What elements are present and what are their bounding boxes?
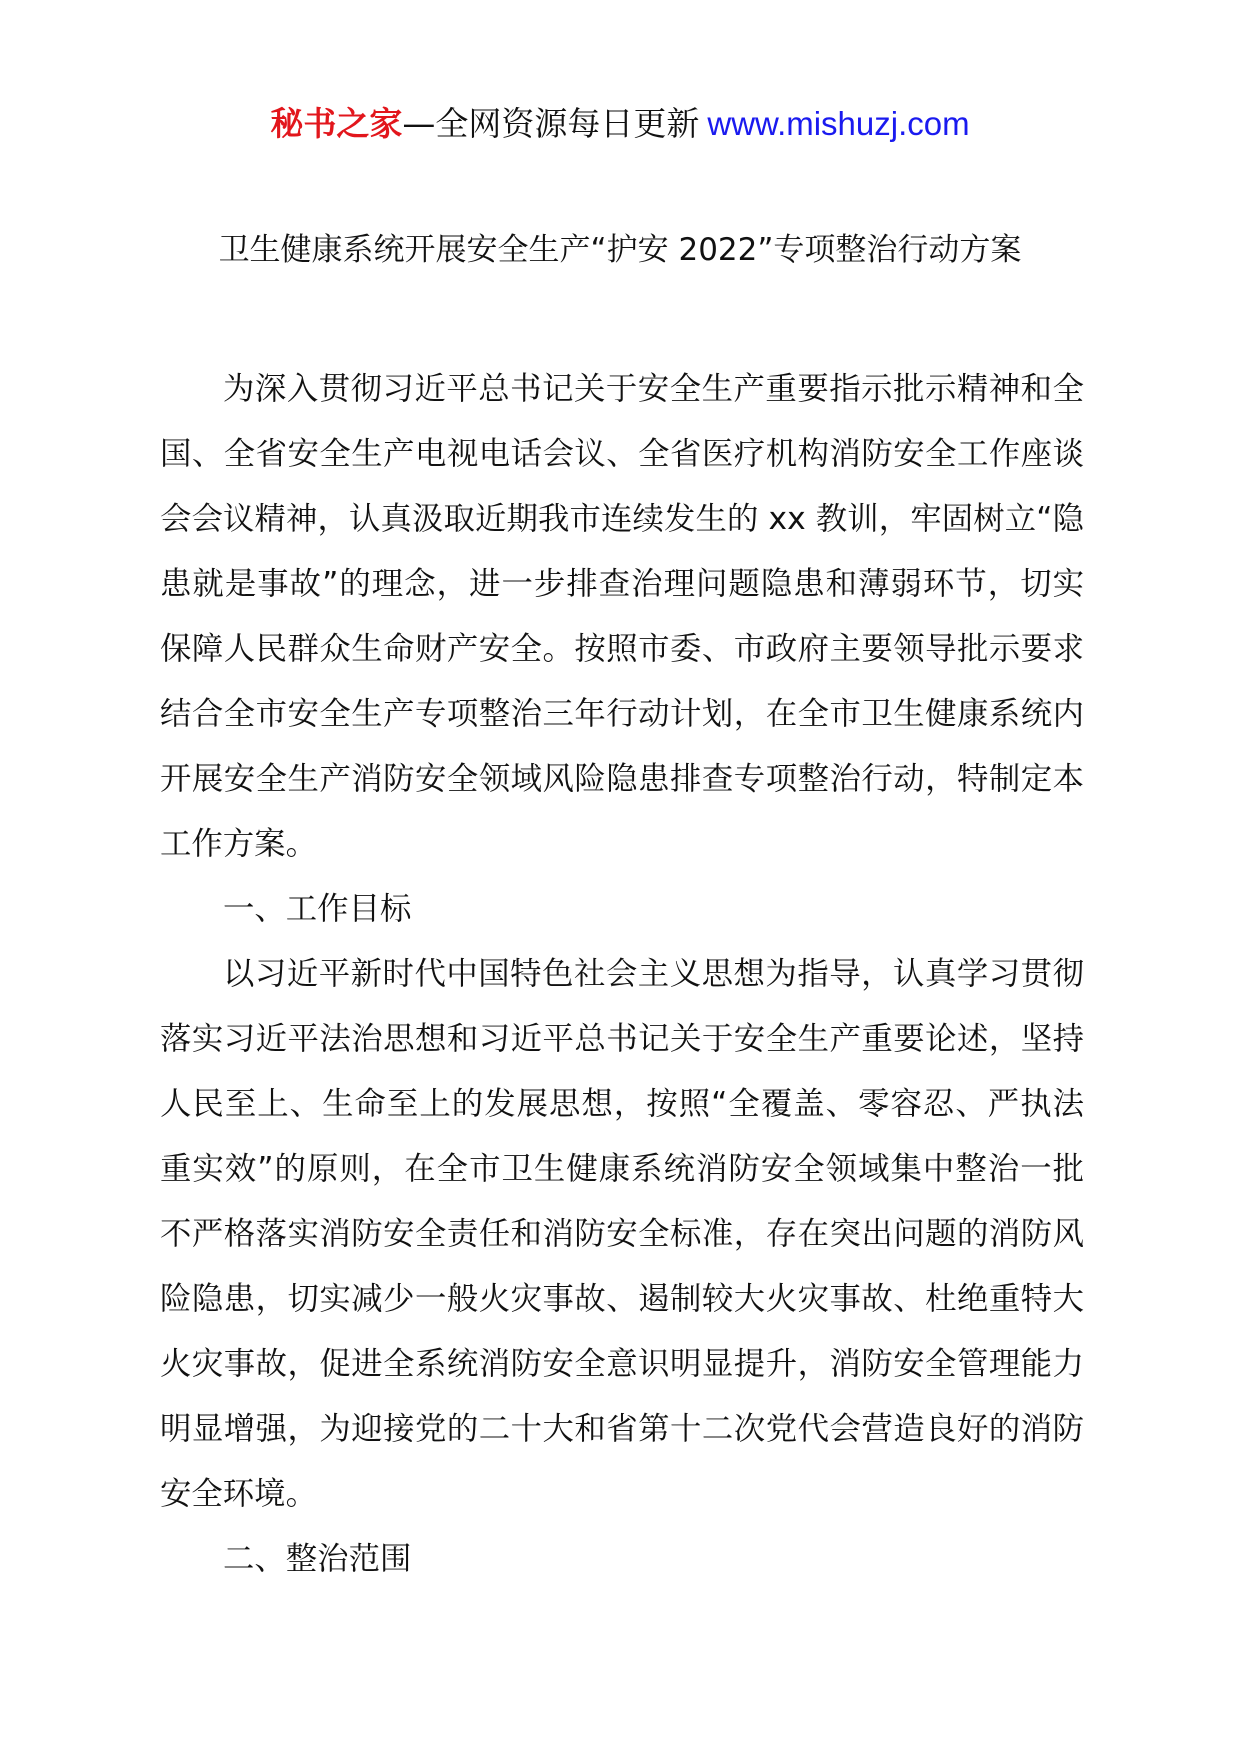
paragraph-line: 险隐患，切实减少一般火灾事故、遏制较大火灾事故、杜绝重特大 <box>160 1281 1084 1317</box>
paragraph-line: 以习近平新时代中国特色社会主义思想为指导，认真学习贯彻 <box>223 956 1084 992</box>
paragraph-line: 人民至上、生命至上的发展思想，按照“全覆盖、零容忍、严执法 <box>160 1086 1084 1122</box>
paragraph-line: 火灾事故，促进全系统消防安全意识明显提升，消防安全管理能力 <box>160 1346 1084 1382</box>
paragraph-line: 结合全市安全生产专项整治三年行动计划，在全市卫生健康系统内 <box>160 696 1084 732</box>
document-body <box>160 357 1084 1592</box>
document-title: 卫生健康系统开展安全生产“护安 2022”专项整治行动方案 <box>218 232 1022 268</box>
paragraph-line: 开展安全生产消防安全领域风险隐患排查专项整治行动，特制定本 <box>160 761 1084 797</box>
paragraph-line: 明显增强，为迎接党的二十大和省第十二次党代会营造良好的消防 <box>160 1411 1084 1447</box>
paragraph-line: 落实习近平法治思想和习近平总书记关于安全生产重要论述，坚持 <box>160 1021 1084 1057</box>
site-url-link[interactable]: www.mishuzj.com <box>707 105 970 142</box>
section-heading: 二、整治范围 <box>223 1541 412 1577</box>
paragraph-line: 工作方案。 <box>160 826 317 862</box>
section-heading: 一、工作目标 <box>223 891 412 927</box>
paragraph-line: 保障人民群众生命财产安全。按照市委、市政府主要领导批示要求 <box>160 631 1084 667</box>
paragraph-line: 安全环境。 <box>160 1476 317 1512</box>
paragraph-line: 国、全省安全生产电视电话会议、全省医疗机构消防安全工作座谈 <box>160 436 1084 472</box>
site-tagline: —全网资源每日更新 <box>402 104 700 143</box>
paragraph-line: 会会议精神，认真汲取近期我市连续发生的 xx 教训，牢固树立“隐 <box>160 501 1084 537</box>
paragraph-line: 不严格落实消防安全责任和消防安全标准，存在突出问题的消防风 <box>160 1216 1084 1252</box>
brand-name: 秘书之家 <box>270 104 403 143</box>
site-header <box>0 102 1240 146</box>
paragraph-line: 患就是事故”的理念，进一步排查治理问题隐患和薄弱环节，切实 <box>160 566 1084 602</box>
paragraph-line: 为深入贯彻习近平总书记关于安全生产重要指示批示精神和全 <box>223 371 1084 407</box>
paragraph-line: 重实效”的原则，在全市卫生健康系统消防安全领域集中整治一批 <box>160 1151 1084 1187</box>
